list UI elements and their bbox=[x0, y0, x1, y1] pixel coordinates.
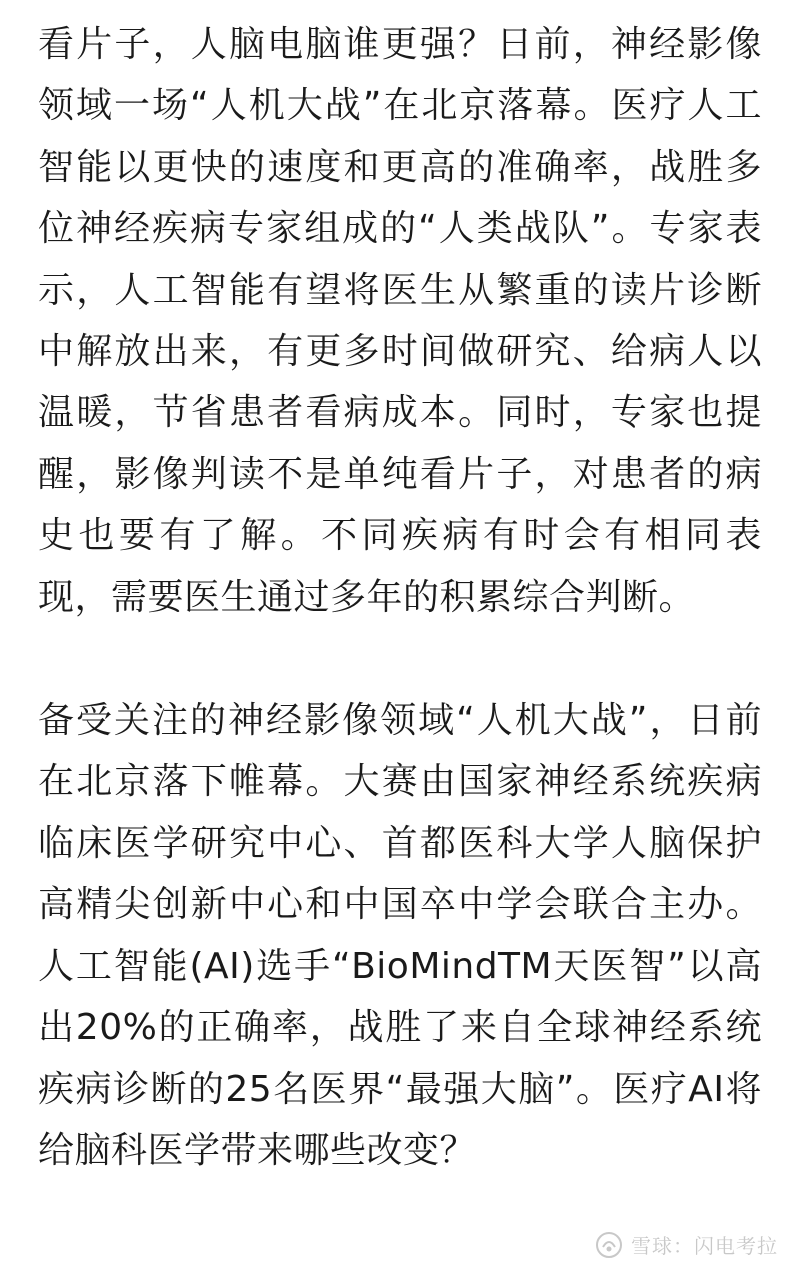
paragraph-spacer bbox=[38, 628, 762, 690]
snowball-logo-icon bbox=[595, 1231, 623, 1259]
watermark bbox=[595, 1230, 778, 1259]
article-paragraph-1: 看片子，人脑电脑谁更强？日前，神经影像领域一场“人机大战”在北京落幕。医疗人工智能以更快的速度和更高的准确率，战胜多位神经疾病专家组成的“人类战队”。专家表示，人工智能有望将医生从繁重的读片诊断中解放出来，有更多时间做研究、给病人以温暖，节省患者看病成本。同时，专家也提醒，影像判读不是单纯看片子，对患者的病史也要有了解。不同疾病有时会有相同表现，需要医生通过多年的积累综合判断。 bbox=[38, 24, 762, 618]
article-paragraph-2: 备受关注的神经影像领域“人机大战”，日前在北京落下帷幕。大赛由国家神经系统疾病临床医学研究中心、首都医科大学人脑保护高精尖创新中心和中国卒中学会联合主办。人工智能(AI)选手“BioMindTM天医智”以高出20%的正确率，战胜了来自全球神经系统疾病诊断的25名医界“最强大脑”。医疗AI将给脑科医学带来哪些改变？ bbox=[38, 700, 762, 1171]
article-body bbox=[38, 14, 762, 1181]
watermark-text: 雪球：闪电考拉 bbox=[631, 1234, 778, 1258]
